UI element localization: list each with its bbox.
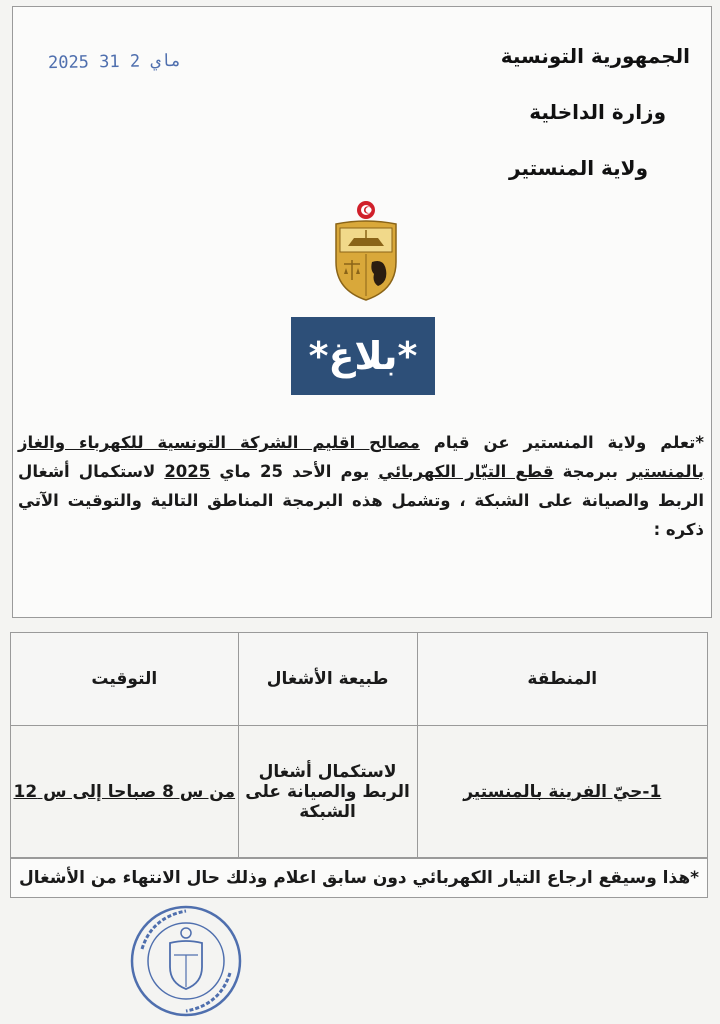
table-row (11, 726, 708, 858)
area-value: 1-حيّ الفرينة بالمنستير (463, 781, 662, 802)
footer-note: *هذا وسيقع ارجاع التيار الكهربائي دون سابق اعلام وذلك حال الانتهاء من الأشغال (10, 858, 708, 898)
body-underlined-year: 2025 (164, 462, 211, 481)
cell-area (417, 726, 708, 858)
official-seal-icon (128, 903, 244, 1019)
header-area: المنطقة (417, 633, 708, 726)
body-underlined-company: مصالح اقليم الشركة التونسية للكهرباء والغاز بالمنستير (18, 433, 704, 481)
republic-heading: الجمهورية التونسية (500, 44, 690, 68)
notice-title: *بلاغ* (291, 317, 435, 395)
body-part-3: يوم الأحد 25 ماي (210, 462, 379, 481)
schedule-table (10, 632, 708, 858)
cell-works: لاستكمال أشغال الربط والصيانة على الشبكة (238, 726, 417, 858)
body-part-4: لاستكمال أشغال الربط والصيانة على الشبكة ، وتشمل هذه البرمجة المناطق التالية والتوقيت الآتي ذكره : (18, 462, 704, 539)
announcement-body (18, 428, 704, 544)
ministry-heading: وزارة الداخلية (529, 100, 666, 124)
header-works: طبيعة الأشغال (238, 633, 417, 726)
body-underlined-cut: قطع التيّار الكهربائي (378, 462, 554, 481)
table-header-row (11, 633, 708, 726)
time-value: من س 8 صباحا إلى س 12 (13, 781, 236, 802)
cell-time (11, 726, 239, 858)
tunisia-coat-of-arms-icon (330, 198, 402, 302)
date-stamp: 2025 ماي 2 31 (47, 50, 182, 74)
header-time: التوقيت (11, 633, 239, 726)
body-part-1: *تعلم ولاية المنستير عن قيام (419, 433, 705, 452)
body-part-2: ببرمجة (553, 462, 628, 481)
governorate-heading: ولاية المنستير (509, 156, 648, 180)
